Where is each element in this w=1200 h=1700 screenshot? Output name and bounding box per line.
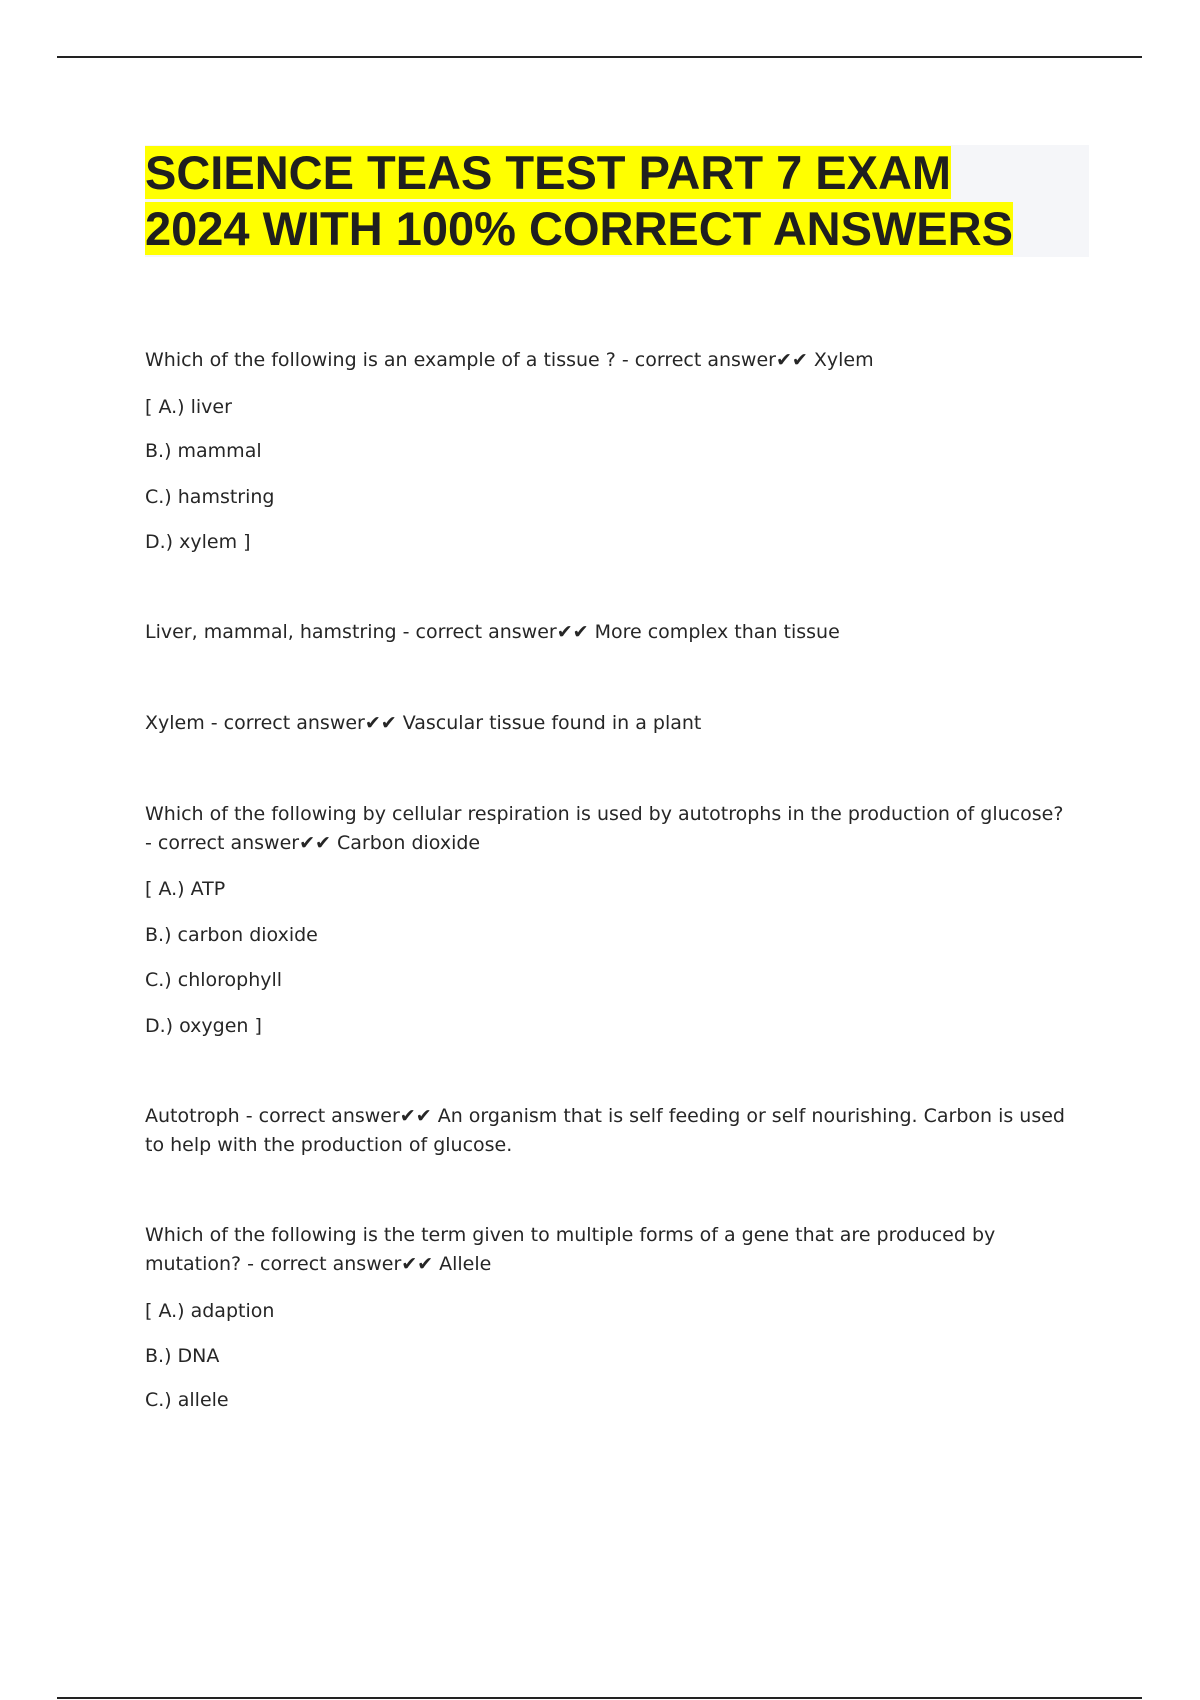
- q1-option-c: C.) hamstring: [145, 486, 275, 508]
- q2-option-a: [ A.) ATP: [145, 878, 226, 900]
- note-autotroph: Autotroph - correct answer✔✔ An organism that is self feeding or self nourishing. Carbon is used to help with the production of glucose.: [145, 1105, 1065, 1156]
- q1-option-d: D.) xylem ]: [145, 531, 251, 553]
- top-rule: [57, 56, 1142, 58]
- question-3: Which of the following is the term given to multiple forms of a gene that are produced by mutation? - correct answer✔✔ Allele: [145, 1224, 996, 1275]
- q3-option-c: C.) allele: [145, 1389, 229, 1411]
- title-line-2: 2024 WITH 100% CORRECT ANSWERS: [145, 202, 1013, 255]
- q2-option-c: C.) chlorophyll: [145, 969, 283, 991]
- question-1: Which of the following is an example of a tissue ? - correct answer✔✔ Xylem: [145, 349, 874, 371]
- question-2: Which of the following by cellular respiration is used by autotrophs in the production of glucose? - correct answer✔✔ Carbon dioxide: [145, 803, 1064, 854]
- q3-option-b: B.) DNA: [145, 1345, 220, 1367]
- document-title: [145, 145, 1089, 257]
- title-line-1: SCIENCE TEAS TEST PART 7 EXAM: [145, 146, 952, 199]
- q1-option-b: B.) mammal: [145, 440, 262, 462]
- bottom-rule: [57, 1697, 1142, 1699]
- q1-option-a: [ A.) liver: [145, 396, 232, 418]
- q2-option-d: D.) oxygen ]: [145, 1015, 262, 1037]
- note-xylem: Xylem - correct answer✔✔ Vascular tissue found in a plant: [145, 712, 702, 734]
- title-block: [145, 145, 1089, 257]
- q2-option-b: B.) carbon dioxide: [145, 924, 318, 946]
- note-complex-tissue: Liver, mammal, hamstring - correct answer✔✔ More complex than tissue: [145, 621, 840, 643]
- q3-option-a: [ A.) adaption: [145, 1300, 275, 1322]
